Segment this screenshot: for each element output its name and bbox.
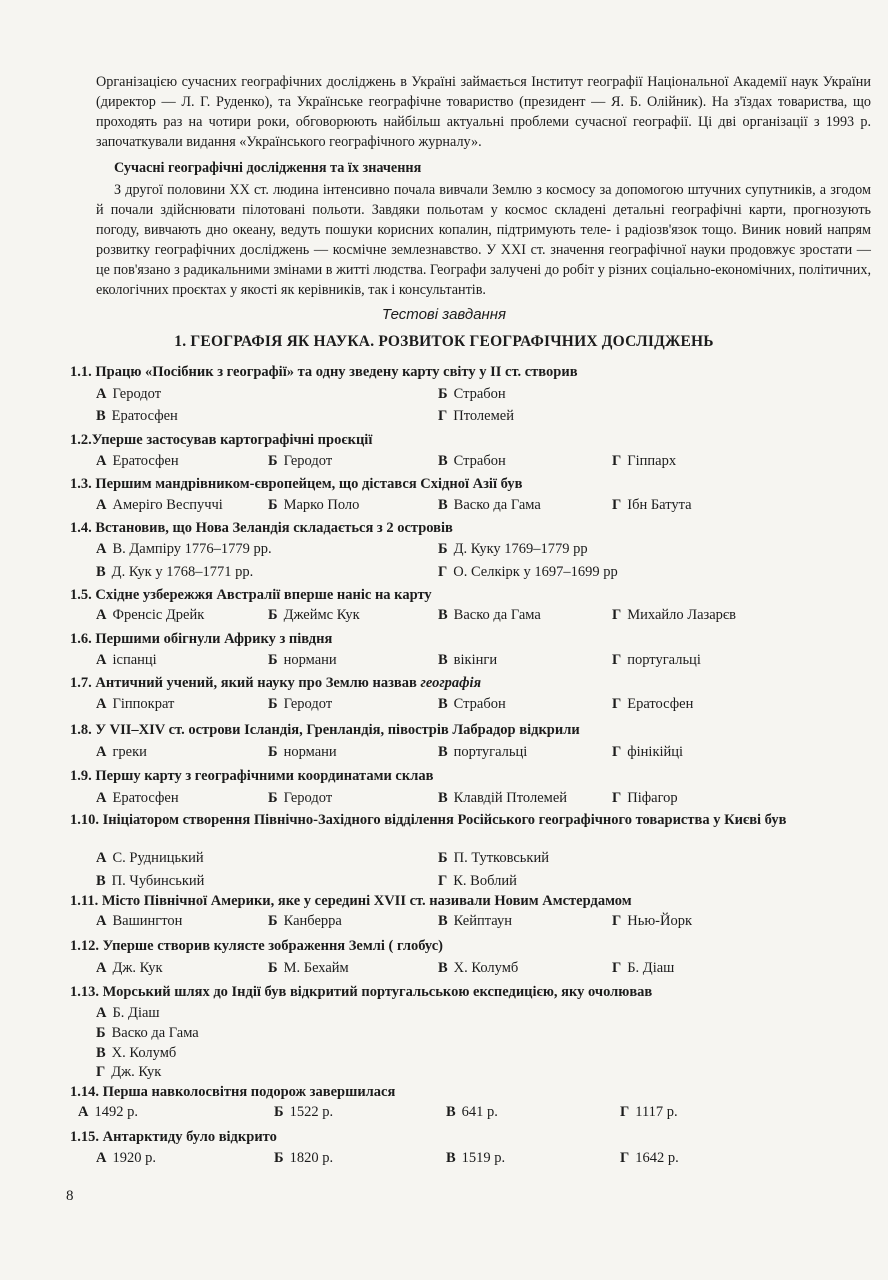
question-title: 1.13. Морський шлях до Індії був відкритий португальською експедицією, яку очолював <box>70 984 653 1000</box>
term-geografiya: географія <box>420 675 482 691</box>
question-1-14 <box>70 1082 870 1102</box>
option-a[interactable]: А Вашингтон <box>96 913 183 929</box>
option-g[interactable]: Г К. Воблий <box>438 873 517 889</box>
option-a[interactable]: А Геродот <box>96 386 162 402</box>
question-title: 1.9. Першу карту з географічними координатами склав <box>70 768 434 784</box>
option-v[interactable]: В португальці <box>438 744 528 760</box>
option-b[interactable]: Б Марко Поло <box>268 497 360 513</box>
question-title: 1.8. У VII–XIV ст. острови Ісландія, Гренландія, півострів Лабрадор відкрили <box>70 722 580 738</box>
question-1-13 <box>70 982 870 1002</box>
option-a[interactable]: А Гіппократ <box>96 696 175 712</box>
question-1-8 <box>70 720 870 740</box>
option-b[interactable]: Б Геродот <box>268 696 333 712</box>
option-g[interactable]: Г О. Селкірк у 1697–1699 рр <box>438 564 618 580</box>
option-b[interactable]: Б М. Бехайм <box>268 960 349 976</box>
option-b[interactable]: Б Джеймс Кук <box>268 607 360 623</box>
question-title: 1.14. Перша навколосвітня подорож завершилася <box>70 1084 396 1100</box>
option-g[interactable]: Г Дж. Кук <box>96 1064 162 1080</box>
question-1-9 <box>70 766 870 786</box>
option-a[interactable]: А Б. Діаш <box>96 1005 160 1021</box>
question-1-5 <box>70 585 870 605</box>
question-title: 1.7. Античний учений, який науку про Землю назвав географія <box>70 675 482 691</box>
option-b[interactable]: Б Канберра <box>268 913 342 929</box>
tests-label: Тестові завдання <box>381 306 507 323</box>
option-g[interactable]: Г Піфагор <box>612 790 678 806</box>
option-b[interactable]: Б 1820 р. <box>274 1150 334 1166</box>
option-v[interactable]: В 641 р. <box>446 1104 498 1120</box>
option-b[interactable]: Б Васко да Гама <box>96 1025 199 1041</box>
option-b[interactable]: Б Геродот <box>268 453 333 469</box>
option-g[interactable]: Г Б. Діаш <box>612 960 675 976</box>
option-b[interactable]: Б П. Тутковський <box>438 850 549 866</box>
question-title: 1.6. Першими обігнули Африку з півдня <box>70 631 333 647</box>
option-a[interactable]: А С. Рудницький <box>96 850 204 866</box>
option-g[interactable]: Г Ібн Батута <box>612 497 692 513</box>
question-1-3 <box>70 474 870 494</box>
option-g[interactable]: Г фінікійці <box>612 744 684 760</box>
option-g[interactable]: Г Ератосфен <box>612 696 694 712</box>
option-a[interactable]: А іспанці <box>96 652 157 668</box>
option-g[interactable]: Г Птолемей <box>438 408 514 424</box>
option-a[interactable]: А В. Дампіру 1776–1779 рр. <box>96 541 272 557</box>
option-a[interactable]: А греки <box>96 744 147 760</box>
option-a[interactable]: А 1920 р. <box>96 1150 156 1166</box>
option-a[interactable]: А Френсіс Дрейк <box>96 607 205 623</box>
option-g[interactable]: Г 1642 р. <box>620 1150 679 1166</box>
option-a[interactable]: А Дж. Кук <box>96 960 163 976</box>
option-g[interactable]: Г Нью-Йорк <box>612 913 692 929</box>
option-b[interactable]: Б Д. Куку 1769–1779 рр <box>438 541 588 557</box>
question-title: 1.10. Ініціатором створення Північно-Західного відділення Російського географічного товариства у Києві був <box>70 812 787 828</box>
option-v[interactable]: В Страбон <box>438 696 506 712</box>
option-g[interactable]: Г португальці <box>612 652 701 668</box>
question-1-15 <box>70 1127 870 1147</box>
section-title: 1. ГЕОГРАФІЯ ЯК НАУКА. РОЗВИТОК ГЕОГРАФІЧНИХ ДОСЛІДЖЕНЬ <box>174 333 714 350</box>
question-title: 1.2.Уперше застосував картографічні проєкції <box>70 432 373 448</box>
option-v[interactable]: В вікінги <box>438 652 498 668</box>
question-title: 1.1. Працю «Посібник з географії» та одну зведену карту світу у II ст. створив <box>70 364 578 380</box>
question-title: 1.12. Уперше створив кулясте зображення Землі ( глобус) <box>70 938 443 954</box>
question-title: 1.5. Східне узбережжя Австралії вперше наніс на карту <box>70 587 432 603</box>
option-g[interactable]: Г Гіппарх <box>612 453 677 469</box>
question-title: 1.4. Встановив, що Нова Зеландія складається з 2 островів <box>70 520 453 536</box>
option-v[interactable]: В Х. Колумб <box>96 1045 177 1061</box>
option-a[interactable]: А Ератосфен <box>96 453 179 469</box>
option-g[interactable]: Г 1117 р. <box>620 1104 678 1120</box>
option-v[interactable]: В Васко да Гама <box>438 607 541 623</box>
option-v[interactable]: В Васко да Гама <box>438 497 541 513</box>
question-1-2 <box>70 430 870 450</box>
intro-text <box>96 72 871 300</box>
question-1-11 <box>70 891 870 911</box>
option-v[interactable]: В Страбон <box>438 453 506 469</box>
question-1-6 <box>70 629 870 649</box>
option-a[interactable]: А Амеріго Веспуччі <box>96 497 223 513</box>
option-b[interactable]: Б Геродот <box>268 790 333 806</box>
intro-paragraph-2: З другої половини XX ст. людина інтенсивно почала вивчали Землю з космосу за допомогою штучних супутників, а згодом й почали здійснювати пілотовані польоти. Завдяки польотам у космос складені детальні географічні карти, прогнозують погоду, вивчають дно океану, ведуть пошуки корисних копалин, підтримують теле- і радіозв'язок тощо. Виник новий напрям розвитку географічних досліджень — космічне землезнавство. У XXI ст. значення географічної науки продовжує зростати — це пов'язано з радикальними змінами в житті людства. Географи залучені до робіт у різних соціально-економічних, політичних, екологічних проєктах у якості як керівників, так і консультантів. <box>96 182 871 298</box>
intro-paragraph-1: Організацією сучасних географічних досліджень в Україні займається Інститут географії Національної Академії наук України (директор — Л. Г. Руденко), та Українське географічне товариство (президент — Я. Б. Олійник). На з'їздах товариства, що проходять раз на чотири роки, обговорюють найбільш актуальні проблеми сучасної географії. Ці дві організації з 1993 р. започаткували видання «Українського географічного журналу». <box>96 74 871 150</box>
question-1-4 <box>70 518 870 538</box>
option-v[interactable]: В Д. Кук у 1768–1771 рр. <box>96 564 254 580</box>
question-1-1 <box>70 362 870 382</box>
option-a[interactable]: А Ератосфен <box>96 790 179 806</box>
question-1-12 <box>70 936 870 956</box>
option-v[interactable]: В Х. Колумб <box>438 960 519 976</box>
option-v[interactable]: В Клавдій Птолемей <box>438 790 568 806</box>
question-title: 1.11. Місто Північної Америки, яке у середині XVII ст. називали Новим Амстердамом <box>70 893 632 909</box>
question-title: 1.3. Першим мандрівником-європейцем, що дістався Східної Азії був <box>70 476 523 492</box>
subheading: Сучасні географічні дослідження та їх значення <box>114 160 422 176</box>
page-number: 8 <box>66 1188 74 1204</box>
option-v[interactable]: В 1519 р. <box>446 1150 506 1166</box>
option-v[interactable]: В Кейптаун <box>438 913 512 929</box>
option-g[interactable]: Г Михайло Лазарєв <box>612 607 737 623</box>
question-title: 1.15. Антарктиду було відкрито <box>70 1129 277 1145</box>
question-1-10 <box>70 810 870 830</box>
option-b[interactable]: Б Страбон <box>438 386 506 402</box>
question-1-7 <box>70 673 870 693</box>
option-b[interactable]: Б нормани <box>268 744 337 760</box>
option-v[interactable]: В Ератосфен <box>96 408 178 424</box>
option-a[interactable]: А 1492 р. <box>78 1104 138 1120</box>
option-b[interactable]: Б 1522 р. <box>274 1104 334 1120</box>
option-b[interactable]: Б нормани <box>268 652 337 668</box>
option-v[interactable]: В П. Чубинський <box>96 873 205 889</box>
